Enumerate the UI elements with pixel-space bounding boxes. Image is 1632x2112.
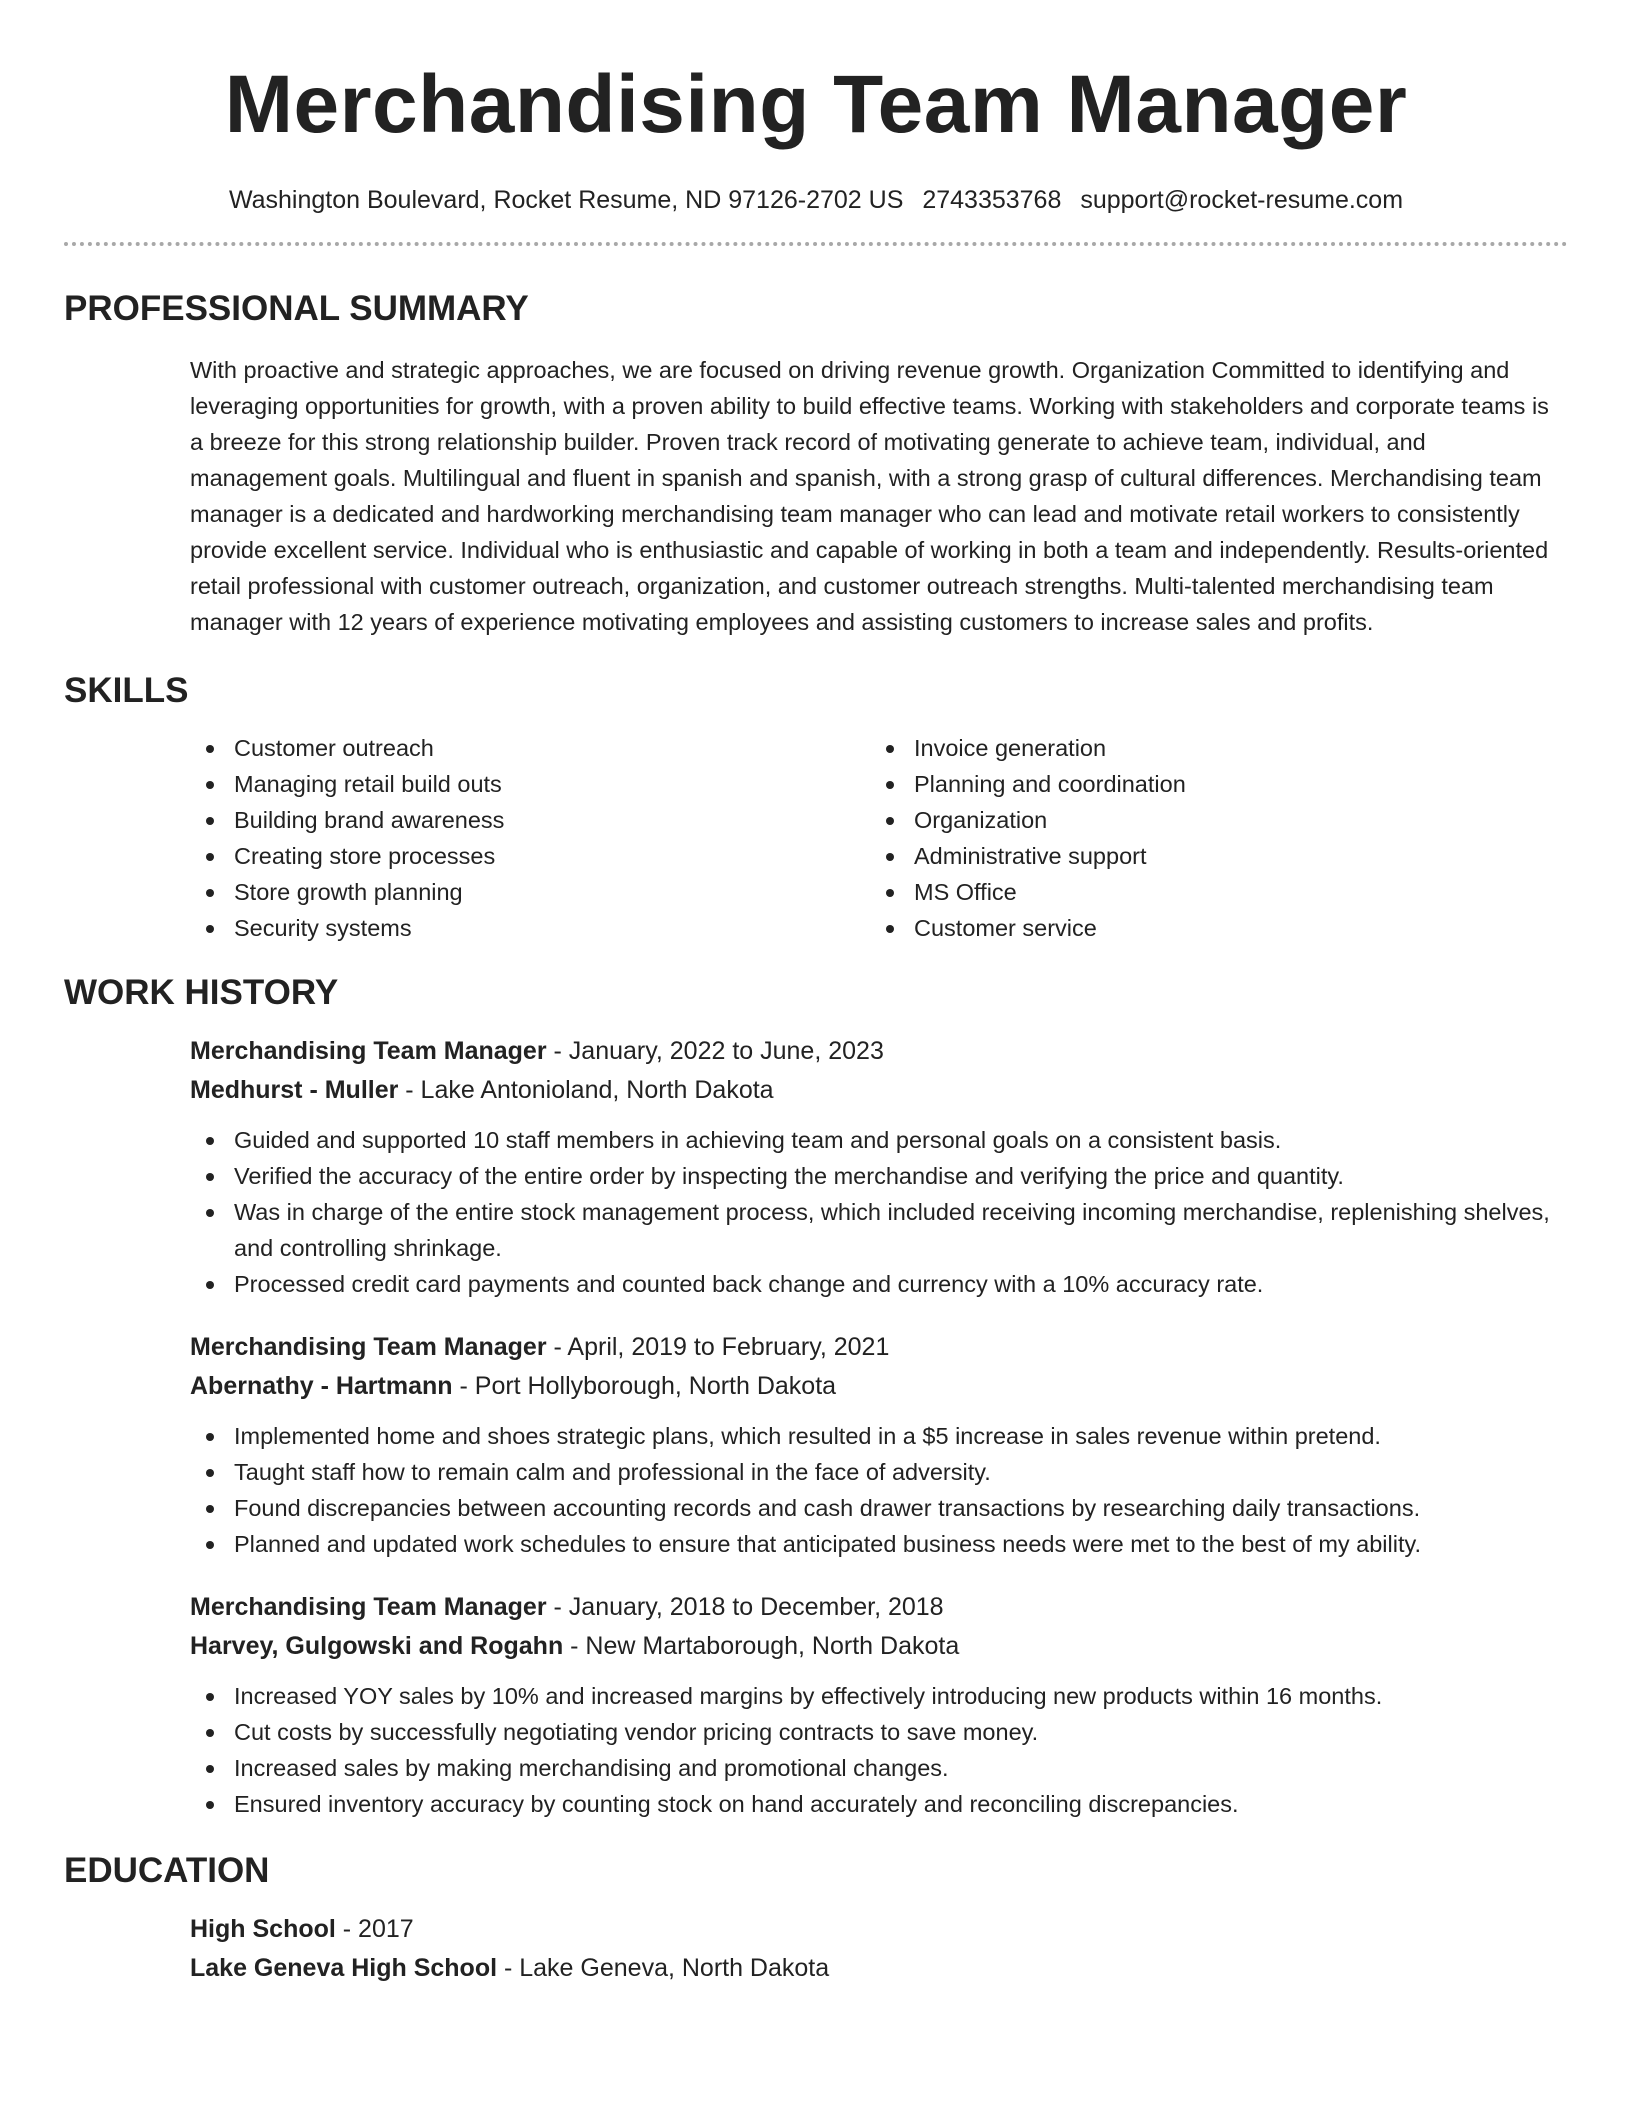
skills-list-left <box>190 730 870 946</box>
skill-item: Invoice generation <box>870 730 1550 766</box>
education-heading: EDUCATION <box>64 1851 270 1890</box>
header-divider <box>64 242 1568 246</box>
candidate-name: Merchandising Team Manager <box>224 59 1408 150</box>
job-dates: - January, 2018 to December, 2018 <box>546 1593 944 1621</box>
job-bullet: Planned and updated work schedules to ensure that anticipated business needs were met to the best of my ability. <box>190 1526 1568 1562</box>
skill-item: Store growth planning <box>190 874 870 910</box>
education-school: Lake Geneva High School <box>190 1954 498 1982</box>
summary-text: With proactive and strategic approaches, we are focused on driving revenue growth. Organization Committed to identifying and leveraging opportunities for growth, with a proven ability to build effective teams. Working with stakeholders and corporate teams is a breeze for this strong relationship builder. Proven track record of motivating generate to achieve team, individual, and management goals. Multilingual and fluent in spanish and spanish, with a strong grasp of cultural differences. Merchandising team manager is a dedicated and hardworking merchandising team manager who can lead and motivate retail workers to consistently provide excellent service. Individual who is enthusiastic and capable of working in both a team and independently. Results-oriented retail professional with customer outreach, organization, and customer outreach strengths. Multi-talented merchandising team manager with 12 years of experience motivating employees and assisting customers to increase sales and profits. <box>190 357 1549 635</box>
work-history-section <box>64 970 1568 1822</box>
job-bullet: Was in charge of the entire stock management process, which included receiving incoming merchandise, replenishing shelves, and controlling shrinkage. <box>190 1194 1568 1266</box>
education-entry <box>64 1910 1568 1988</box>
job-bullet: Cut costs by successfully negotiating vendor pricing contracts to save money. <box>190 1714 1568 1750</box>
job-location: - New Martaborough, North Dakota <box>563 1632 960 1660</box>
skill-item: MS Office <box>870 874 1550 910</box>
skills-grid <box>64 730 1568 946</box>
job-bullets <box>190 1678 1568 1822</box>
skills-list-right <box>870 730 1550 946</box>
job-bullets <box>190 1122 1568 1302</box>
education-location: - Lake Geneva, North Dakota <box>497 1954 830 1982</box>
job-company: Abernathy - Hartmann <box>190 1372 453 1400</box>
work-history-heading: WORK HISTORY <box>64 973 339 1012</box>
job-company-line <box>190 1367 1568 1406</box>
job-entry <box>64 1032 1568 1302</box>
job-role: Merchandising Team Manager <box>190 1593 547 1621</box>
contact-line <box>64 182 1568 218</box>
skill-item: Managing retail build outs <box>190 766 870 802</box>
skill-item: Organization <box>870 802 1550 838</box>
job-location: - Lake Antonioland, North Dakota <box>398 1076 774 1104</box>
job-dates: - January, 2022 to June, 2023 <box>546 1037 884 1065</box>
job-title-line <box>190 1328 1568 1367</box>
job-company: Harvey, Gulgowski and Rogahn <box>190 1632 564 1660</box>
job-role: Merchandising Team Manager <box>190 1037 547 1065</box>
education-degree-line <box>190 1910 1568 1949</box>
summary-section <box>64 286 1568 640</box>
skills-column-left <box>190 730 870 946</box>
contact-phone: 2743353768 <box>922 186 1062 214</box>
skill-item: Security systems <box>190 910 870 946</box>
job-title-line <box>190 1588 1568 1627</box>
job-dates: - April, 2019 to February, 2021 <box>546 1333 890 1361</box>
job-bullet: Found discrepancies between accounting records and cash drawer transactions by researching daily transactions. <box>190 1490 1568 1526</box>
skill-item: Creating store processes <box>190 838 870 874</box>
contact-address: Washington Boulevard, Rocket Resume, ND 97126-2702 US <box>228 186 904 214</box>
skill-item: Customer service <box>870 910 1550 946</box>
job-entry <box>64 1328 1568 1562</box>
job-bullet: Ensured inventory accuracy by counting stock on hand accurately and reconciling discrepancies. <box>190 1786 1568 1822</box>
contact-email: support@rocket-resume.com <box>1080 186 1404 214</box>
job-entry <box>64 1588 1568 1822</box>
education-section <box>64 1848 1568 1988</box>
job-bullet: Processed credit card payments and counted back change and currency with a 10% accuracy rate. <box>190 1266 1568 1302</box>
education-year: - 2017 <box>335 1915 414 1943</box>
skills-column-right <box>870 730 1550 946</box>
skill-item: Administrative support <box>870 838 1550 874</box>
skills-heading: SKILLS <box>64 671 189 710</box>
job-location: - Port Hollyborough, North Dakota <box>452 1372 837 1400</box>
skill-item: Customer outreach <box>190 730 870 766</box>
job-role: Merchandising Team Manager <box>190 1333 547 1361</box>
job-bullet: Taught staff how to remain calm and professional in the face of adversity. <box>190 1454 1568 1490</box>
job-company: Medhurst - Muller <box>190 1076 399 1104</box>
skill-item: Building brand awareness <box>190 802 870 838</box>
job-company-line <box>190 1071 1568 1110</box>
job-title-line <box>190 1032 1568 1071</box>
job-company-line <box>190 1627 1568 1666</box>
job-bullet: Increased YOY sales by 10% and increased margins by effectively introducing new products within 16 months. <box>190 1678 1568 1714</box>
summary-heading: PROFESSIONAL SUMMARY <box>64 289 529 328</box>
job-bullet: Implemented home and shoes strategic plans, which resulted in a $5 increase in sales revenue within pretend. <box>190 1418 1568 1454</box>
job-bullet: Guided and supported 10 staff members in achieving team and personal goals on a consistent basis. <box>190 1122 1568 1158</box>
education-school-line <box>190 1949 1568 1988</box>
job-bullet: Verified the accuracy of the entire order by inspecting the merchandise and verifying the price and quantity. <box>190 1158 1568 1194</box>
skill-item: Planning and coordination <box>870 766 1550 802</box>
skills-section <box>64 668 1568 946</box>
job-bullets <box>190 1418 1568 1562</box>
education-degree: High School <box>190 1915 336 1943</box>
job-bullet: Increased sales by making merchandising and promotional changes. <box>190 1750 1568 1786</box>
